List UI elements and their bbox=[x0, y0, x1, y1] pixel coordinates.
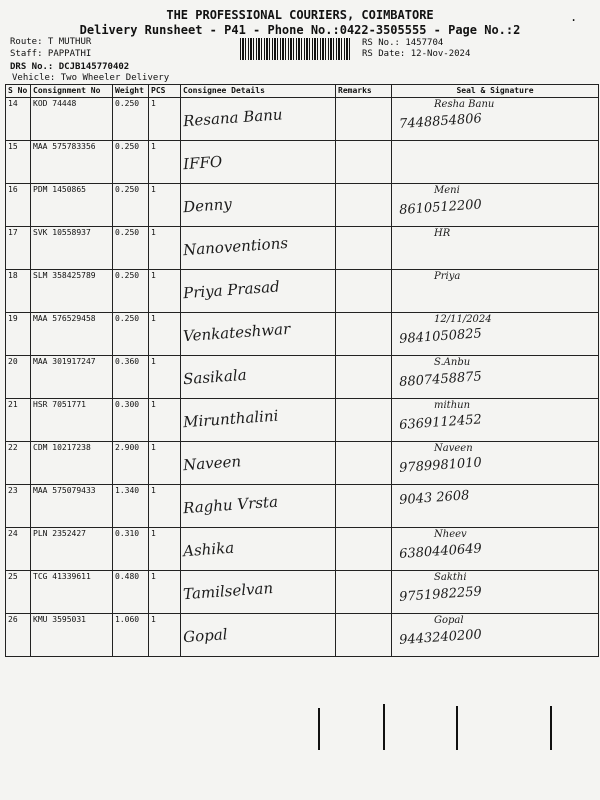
table-row bbox=[6, 528, 599, 571]
cell-signature bbox=[392, 227, 599, 270]
cell-pcs: 1 bbox=[149, 98, 181, 141]
cell-signature bbox=[392, 485, 599, 528]
consignee-handwriting: Priya Prasad bbox=[182, 277, 281, 303]
cell-signature bbox=[392, 270, 599, 313]
phone-handwriting: 7448854806 bbox=[398, 111, 483, 133]
cell-weight: 0.250 bbox=[113, 313, 149, 356]
cell-consignee bbox=[181, 614, 336, 657]
table-row bbox=[6, 485, 599, 528]
cell-signature bbox=[392, 528, 599, 571]
cell-weight: 0.250 bbox=[113, 270, 149, 313]
signature-mark: Resha Banu bbox=[434, 99, 495, 110]
cell-remarks bbox=[336, 528, 392, 571]
table-row bbox=[6, 399, 599, 442]
table-row bbox=[6, 227, 599, 270]
staff-label: Staff: PAPPATHI bbox=[10, 49, 92, 59]
cell-cn: PDM 1450865 bbox=[31, 184, 113, 227]
cell-cn: MAA 575783356 bbox=[31, 141, 113, 184]
cell-sno: 18 bbox=[6, 270, 31, 313]
company-title: THE PROFESSIONAL COURIERS, COIMBATORE bbox=[166, 8, 434, 22]
cell-weight: 1.060 bbox=[113, 614, 149, 657]
cell-cn: KOD 74448 bbox=[31, 98, 113, 141]
cell-sno: 25 bbox=[6, 571, 31, 614]
cell-cn: MAA 575079433 bbox=[31, 485, 113, 528]
cell-sno: 24 bbox=[6, 528, 31, 571]
phone-handwriting: 9751982259 bbox=[398, 584, 483, 606]
table-row bbox=[6, 356, 599, 399]
cell-signature bbox=[392, 399, 599, 442]
pen-mark bbox=[456, 706, 458, 750]
cell-cn: MAA 576529458 bbox=[31, 313, 113, 356]
signature-mark: Naveen bbox=[434, 443, 473, 454]
consignee-handwriting: Sasikala bbox=[182, 365, 248, 389]
consignee-handwriting: Denny bbox=[182, 194, 233, 217]
consignee-handwriting: Mirunthalini bbox=[182, 406, 279, 432]
cell-consignee bbox=[181, 227, 336, 270]
drs-number: DRS No.: DCJB145770402 bbox=[10, 62, 130, 72]
cell-pcs: 1 bbox=[149, 528, 181, 571]
col-consignment: Consignment No bbox=[31, 85, 113, 98]
rs-number: RS No.: 1457704 bbox=[362, 38, 444, 48]
cell-signature bbox=[392, 614, 599, 657]
cell-consignee bbox=[181, 141, 336, 184]
cell-sno: 17 bbox=[6, 227, 31, 270]
cell-cn: CDM 10217238 bbox=[31, 442, 113, 485]
table-row bbox=[6, 141, 599, 184]
signature-mark: Nheev bbox=[434, 529, 467, 540]
consignee-handwriting: Resana Banu bbox=[182, 105, 284, 131]
cell-remarks bbox=[336, 571, 392, 614]
col-signature: Seal & Signature bbox=[392, 85, 599, 98]
table-row bbox=[6, 98, 599, 141]
table-row bbox=[6, 442, 599, 485]
cell-weight: 0.310 bbox=[113, 528, 149, 571]
cell-sno: 14 bbox=[6, 98, 31, 141]
signature-mark: Sakthi bbox=[434, 572, 467, 583]
cell-sno: 16 bbox=[6, 184, 31, 227]
runsheet-title: Delivery Runsheet - P41 - Phone No.:0422-3505555 - Page No.:2 bbox=[79, 23, 521, 37]
consignee-handwriting: Venkateshwar bbox=[182, 319, 291, 346]
phone-handwriting: 6380440649 bbox=[398, 541, 483, 563]
cell-cn: SLM 358425789 bbox=[31, 270, 113, 313]
cell-pcs: 1 bbox=[149, 313, 181, 356]
cell-sno: 26 bbox=[6, 614, 31, 657]
cell-weight: 0.360 bbox=[113, 356, 149, 399]
cell-pcs: 1 bbox=[149, 270, 181, 313]
cell-remarks bbox=[336, 399, 392, 442]
signature-mark: Priya bbox=[434, 271, 461, 282]
cell-signature bbox=[392, 571, 599, 614]
signature-mark: HR bbox=[434, 228, 451, 239]
route-label: Route: T MUTHUR bbox=[10, 37, 92, 47]
cell-sno: 15 bbox=[6, 141, 31, 184]
rs-date: RS Date: 12-Nov-2024 bbox=[362, 49, 471, 59]
runsheet-table bbox=[5, 84, 599, 657]
phone-handwriting bbox=[399, 141, 598, 150]
cell-weight: 0.250 bbox=[113, 184, 149, 227]
phone-handwriting: 6369112452 bbox=[398, 412, 483, 434]
cell-signature bbox=[392, 313, 599, 356]
cell-cn: SVK 10558937 bbox=[31, 227, 113, 270]
col-pcs: PCS bbox=[149, 85, 181, 98]
cell-consignee bbox=[181, 313, 336, 356]
cell-pcs: 1 bbox=[149, 442, 181, 485]
col-remarks: Remarks bbox=[336, 85, 392, 98]
table-row bbox=[6, 313, 599, 356]
cell-remarks bbox=[336, 442, 392, 485]
cell-consignee bbox=[181, 399, 336, 442]
phone-handwriting: 9043 2608 bbox=[398, 488, 470, 509]
phone-handwriting: 9841050825 bbox=[398, 326, 483, 348]
col-weight: Weight bbox=[113, 85, 149, 98]
cell-remarks bbox=[336, 227, 392, 270]
signature-mark: Meni bbox=[434, 185, 460, 196]
cell-pcs: 1 bbox=[149, 356, 181, 399]
cell-pcs: 1 bbox=[149, 227, 181, 270]
cell-remarks bbox=[336, 313, 392, 356]
cell-pcs: 1 bbox=[149, 571, 181, 614]
cell-sno: 21 bbox=[6, 399, 31, 442]
signature-mark: mithun bbox=[434, 400, 471, 411]
cell-pcs: 1 bbox=[149, 141, 181, 184]
table-row bbox=[6, 184, 599, 227]
signature-mark: 12/11/2024 bbox=[434, 314, 492, 325]
consignee-handwriting: Raghu Vrsta bbox=[182, 492, 279, 518]
cell-consignee bbox=[181, 485, 336, 528]
consignee-handwriting: Tamilselvan bbox=[182, 578, 274, 604]
cell-consignee bbox=[181, 98, 336, 141]
cell-pcs: 1 bbox=[149, 485, 181, 528]
cell-weight: 0.480 bbox=[113, 571, 149, 614]
cell-signature bbox=[392, 184, 599, 227]
cell-consignee bbox=[181, 270, 336, 313]
pen-mark bbox=[383, 704, 385, 750]
col-sno: S No bbox=[6, 85, 31, 98]
phone-handwriting: 8610512200 bbox=[398, 197, 483, 219]
consignee-handwriting: Gopal bbox=[182, 625, 229, 647]
vehicle-label: Vehicle: Two Wheeler Delivery bbox=[12, 73, 170, 83]
cell-consignee bbox=[181, 442, 336, 485]
phone-handwriting: 8807458875 bbox=[398, 369, 483, 391]
col-consignee: Consignee Details bbox=[181, 85, 336, 98]
cell-sno: 23 bbox=[6, 485, 31, 528]
consignee-handwriting: Nanoventions bbox=[182, 233, 289, 260]
cell-consignee bbox=[181, 184, 336, 227]
cell-remarks bbox=[336, 614, 392, 657]
signature-mark: S.Anbu bbox=[434, 357, 471, 368]
cell-cn: PLN 2352427 bbox=[31, 528, 113, 571]
cell-pcs: 1 bbox=[149, 399, 181, 442]
cell-weight: 2.900 bbox=[113, 442, 149, 485]
cell-consignee bbox=[181, 528, 336, 571]
cell-cn: KMU 3595031 bbox=[31, 614, 113, 657]
cell-sno: 22 bbox=[6, 442, 31, 485]
cell-remarks bbox=[336, 184, 392, 227]
consignee-handwriting: IFFO bbox=[182, 152, 223, 174]
table-row bbox=[6, 270, 599, 313]
phone-handwriting: 9789981010 bbox=[398, 455, 483, 477]
table-row bbox=[6, 614, 599, 657]
cell-consignee bbox=[181, 571, 336, 614]
cell-remarks bbox=[336, 270, 392, 313]
cell-signature bbox=[392, 141, 599, 184]
cell-weight: 0.250 bbox=[113, 98, 149, 141]
cell-remarks bbox=[336, 98, 392, 141]
cell-signature bbox=[392, 356, 599, 399]
cell-weight: 1.340 bbox=[113, 485, 149, 528]
cell-signature bbox=[392, 442, 599, 485]
cell-remarks bbox=[336, 141, 392, 184]
table-header-row bbox=[6, 85, 599, 98]
cell-cn: TCG 41339611 bbox=[31, 571, 113, 614]
corner-mark: . bbox=[570, 10, 578, 24]
barcode bbox=[240, 38, 352, 60]
table-row bbox=[6, 571, 599, 614]
cell-cn: MAA 301917247 bbox=[31, 356, 113, 399]
cell-consignee bbox=[181, 356, 336, 399]
cell-remarks bbox=[336, 356, 392, 399]
pen-mark bbox=[550, 706, 552, 750]
cell-signature bbox=[392, 98, 599, 141]
cell-pcs: 1 bbox=[149, 184, 181, 227]
signature-mark: Gopal bbox=[434, 615, 464, 626]
cell-pcs: 1 bbox=[149, 614, 181, 657]
consignee-handwriting: Naveen bbox=[182, 452, 242, 475]
cell-sno: 19 bbox=[6, 313, 31, 356]
cell-cn: HSR 7051771 bbox=[31, 399, 113, 442]
consignee-handwriting: Ashika bbox=[182, 538, 235, 561]
cell-sno: 20 bbox=[6, 356, 31, 399]
cell-weight: 0.250 bbox=[113, 141, 149, 184]
phone-handwriting: 9443240200 bbox=[398, 627, 483, 649]
cell-remarks bbox=[336, 485, 392, 528]
pen-mark bbox=[318, 708, 320, 750]
cell-weight: 0.250 bbox=[113, 227, 149, 270]
cell-weight: 0.300 bbox=[113, 399, 149, 442]
